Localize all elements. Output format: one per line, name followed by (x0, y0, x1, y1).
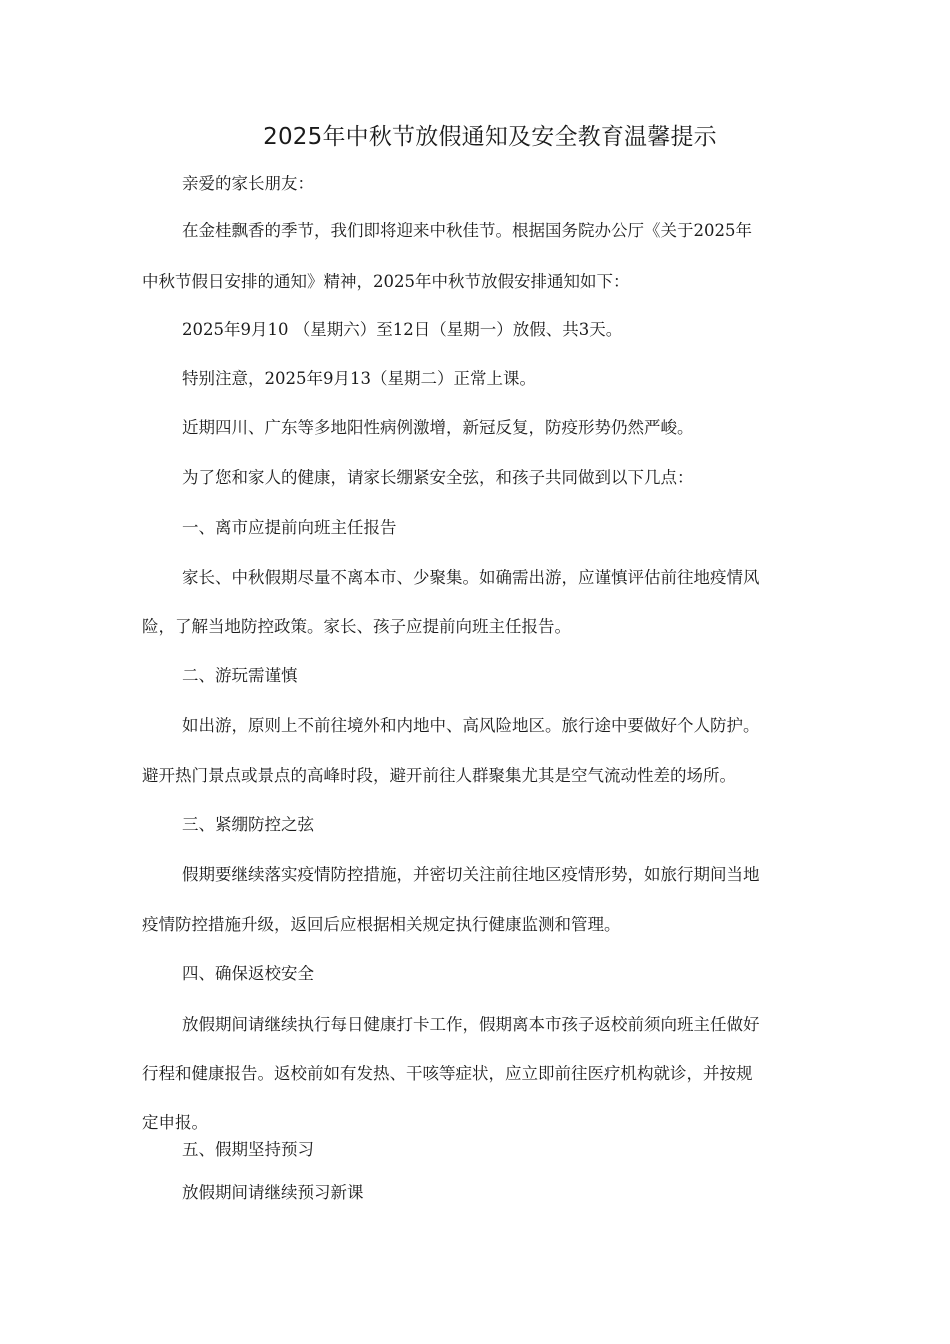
section-2-line-1: 如出游，原则上不前往境外和内地中、高风险地区。旅行途中要做好个人防护。 (182, 716, 760, 735)
section-5-line-1: 放假期间请继续预习新课 (182, 1183, 364, 1202)
section-4-line-1: 放假期间请继续执行每日健康打卡工作，假期离本市孩子返校前须向班主任做好 (182, 1015, 760, 1034)
epidemic-text: 近期四川、广东等多地阳性病例激增，新冠反复，防疫形势仍然严峻。 (182, 418, 694, 437)
section-heading-2: 二、游玩需谨慎 (182, 666, 298, 685)
greeting: 亲爱的家长朋友： (182, 174, 314, 193)
section-heading-4: 四、确保返校安全 (182, 964, 314, 983)
section-1-line-2: 险，了解当地防控政策。家长、孩子应提前向班主任报告。 (142, 617, 571, 636)
appeal-text: 为了您和家人的健康，请家长绷紧安全弦，和孩子共同做到以下几点： (182, 468, 694, 487)
section-4-line-2: 行程和健康报告。返校前如有发热、干咳等症状，应立即前往医疗机构就诊，并按规 (142, 1064, 753, 1083)
section-heading-3: 三、紧绷防控之弦 (182, 815, 314, 834)
schedule-text: 2025年9月10 （星期六）至12日（星期一）放假、共3天。 (182, 320, 623, 339)
document-title: 2025年中秋节放假通知及安全教育温馨提示 (263, 124, 717, 150)
section-3-line-2: 疫情防控措施升级，返回后应根据相关规定执行健康监测和管理。 (142, 915, 621, 934)
section-heading-5: 五、假期坚持预习 (182, 1140, 314, 1159)
section-3-line-1: 假期要继续落实疫情防控措施，并密切关注前往地区疫情形势，如旅行期间当地 (182, 865, 760, 884)
intro-line-2: 中秋节假日安排的通知》精神，2025年中秋节放假安排通知如下： (142, 272, 630, 291)
section-heading-1: 一、离市应提前向班主任报告 (182, 518, 397, 537)
section-1-line-1: 家长、中秋假期尽量不离本市、少聚集。如确需出游，应谨慎评估前往地疫情风 (182, 568, 760, 587)
intro-line-1: 在金桂飘香的季节，我们即将迎来中秋佳节。根据国务院办公厅《关于2025年 (182, 221, 752, 240)
notice-text: 特别注意，2025年9月13（星期二）正常上课。 (182, 369, 536, 388)
section-2-line-2: 避开热门景点或景点的高峰时段，避开前往人群聚集尤其是空气流动性差的场所。 (142, 766, 736, 785)
section-4-line-3: 定申报。 (142, 1113, 208, 1132)
